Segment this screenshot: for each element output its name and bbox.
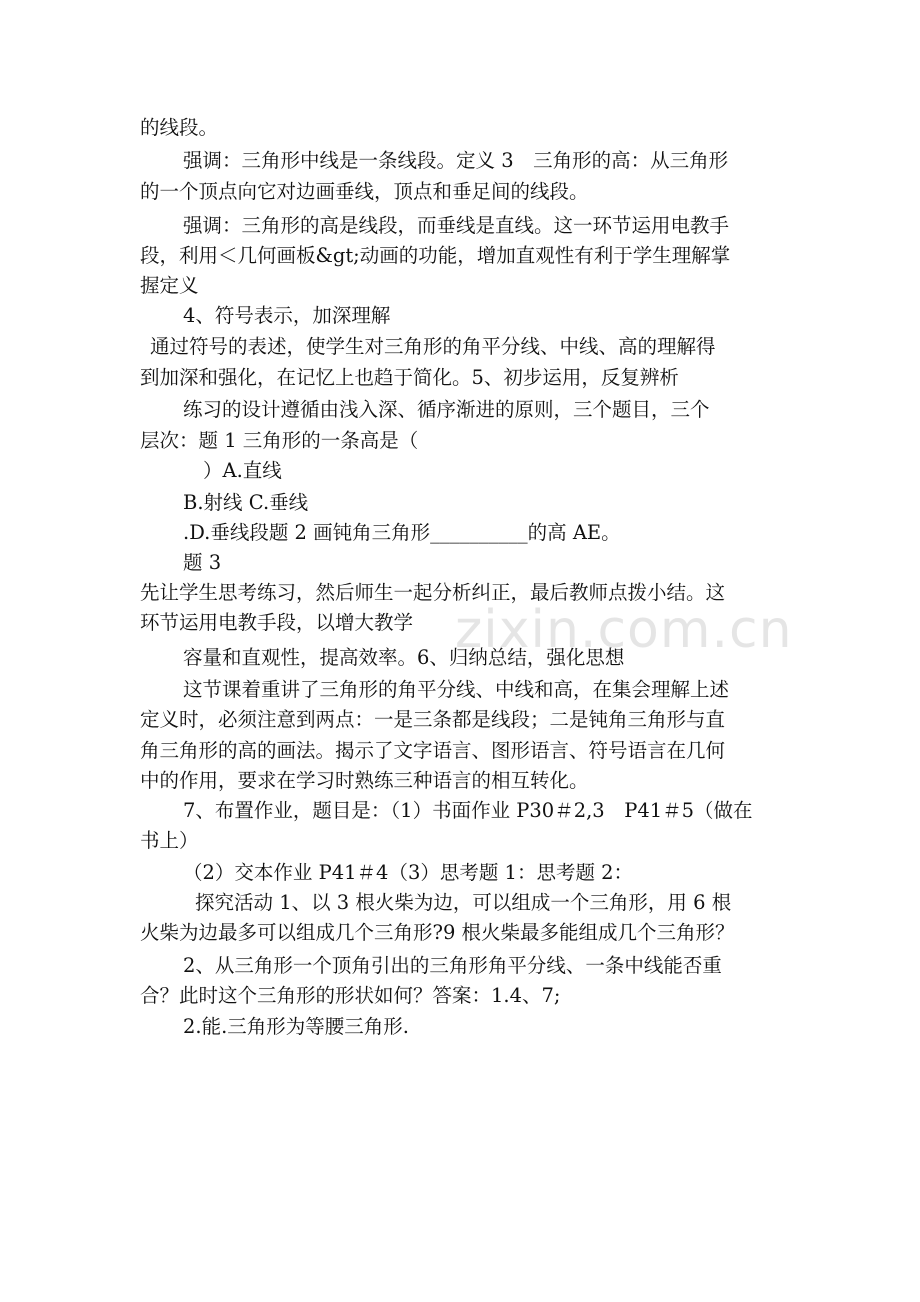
text-line: 书上） — [140, 829, 199, 852]
text-line: 中的作用，要求在学习时熟练三种语言的相互转化。 — [140, 769, 589, 792]
text-line: 7、布置作业，题目是：（1）书面作业 P30＃2,3 P41＃5（做在 — [183, 799, 753, 822]
text-line: 层次：题 1 三角形的一条高是（ — [140, 429, 419, 452]
text-line: 的一个顶点向它对边画垂线，顶点和垂足间的线段。 — [140, 180, 589, 203]
text-line: 2.能.三角形为等腰三角形. — [183, 1015, 410, 1038]
text-line: 到加深和强化，在记忆上也趋于简化。5、初步运用，反复辨析 — [140, 366, 679, 389]
text-line: 题 3 — [183, 551, 222, 574]
text-line: 容量和直观性，提高效率。6、归纳总结，强化思想 — [183, 646, 625, 669]
text-line: 4、符号表示，加深理解 — [183, 304, 391, 327]
text-line: 环节运用电教手段，以增大教学 — [140, 611, 414, 634]
text-line: 定义时，必须注意到两点：一是三条都是线段；二是钝角三角形与直 — [140, 708, 726, 731]
text-line: 角三角形的高的画法。揭示了文字语言、图形语言、符号语言在几何 — [140, 739, 726, 762]
text-line: 2、从三角形一个顶角引出的三角形角平分线、一条中线能否重 — [183, 954, 722, 977]
text-line: 练习的设计遵循由浅入深、循序渐进的原则，三个题目，三个 — [183, 398, 710, 421]
text-line: 火柴为边最多可以组成几个三角形?9 根火柴最多能组成几个三角形？ — [140, 921, 735, 944]
text-line: 的线段。 — [140, 116, 219, 139]
text-line: 握定义 — [140, 274, 199, 297]
text-line: .D.垂线段题 2 画钝角三角形__________的高 AE。 — [183, 521, 621, 544]
text-line: 段，利用＜几何画板&gt;动画的功能，增加直观性有利于学生理解掌 — [140, 244, 731, 267]
watermark: zixin.com.cn — [455, 600, 793, 660]
text-line: 合？此时这个三角形的形状如何？答案：1.4、7; — [140, 984, 561, 1007]
text-line: 强调：三角形中线是一条线段。定义 3 三角形的高：从三角形 — [183, 149, 729, 172]
text-line: 强调：三角形的高是线段，而垂线是直线。这一环节运用电教手 — [183, 214, 730, 237]
text-line: （2）交本作业 P41＃4（3）思考题 1：思考题 2： — [183, 861, 634, 884]
text-line: B.射线 C.垂线 — [183, 491, 309, 514]
text-line: ）A.直线 — [203, 459, 282, 482]
text-line: 先让学生思考练习，然后师生一起分析纠正，最后教师点拨小结。这 — [140, 581, 726, 604]
text-line: 探究活动 1、以 3 根火柴为边，可以组成一个三角形，用 6 根 — [195, 891, 732, 914]
text-line: 这节课着重讲了三角形的角平分线、中线和高，在集会理解上述 — [183, 678, 730, 701]
text-line: 通过符号的表述，使学生对三角形的角平分线、中线、高的理解得 — [150, 335, 716, 358]
